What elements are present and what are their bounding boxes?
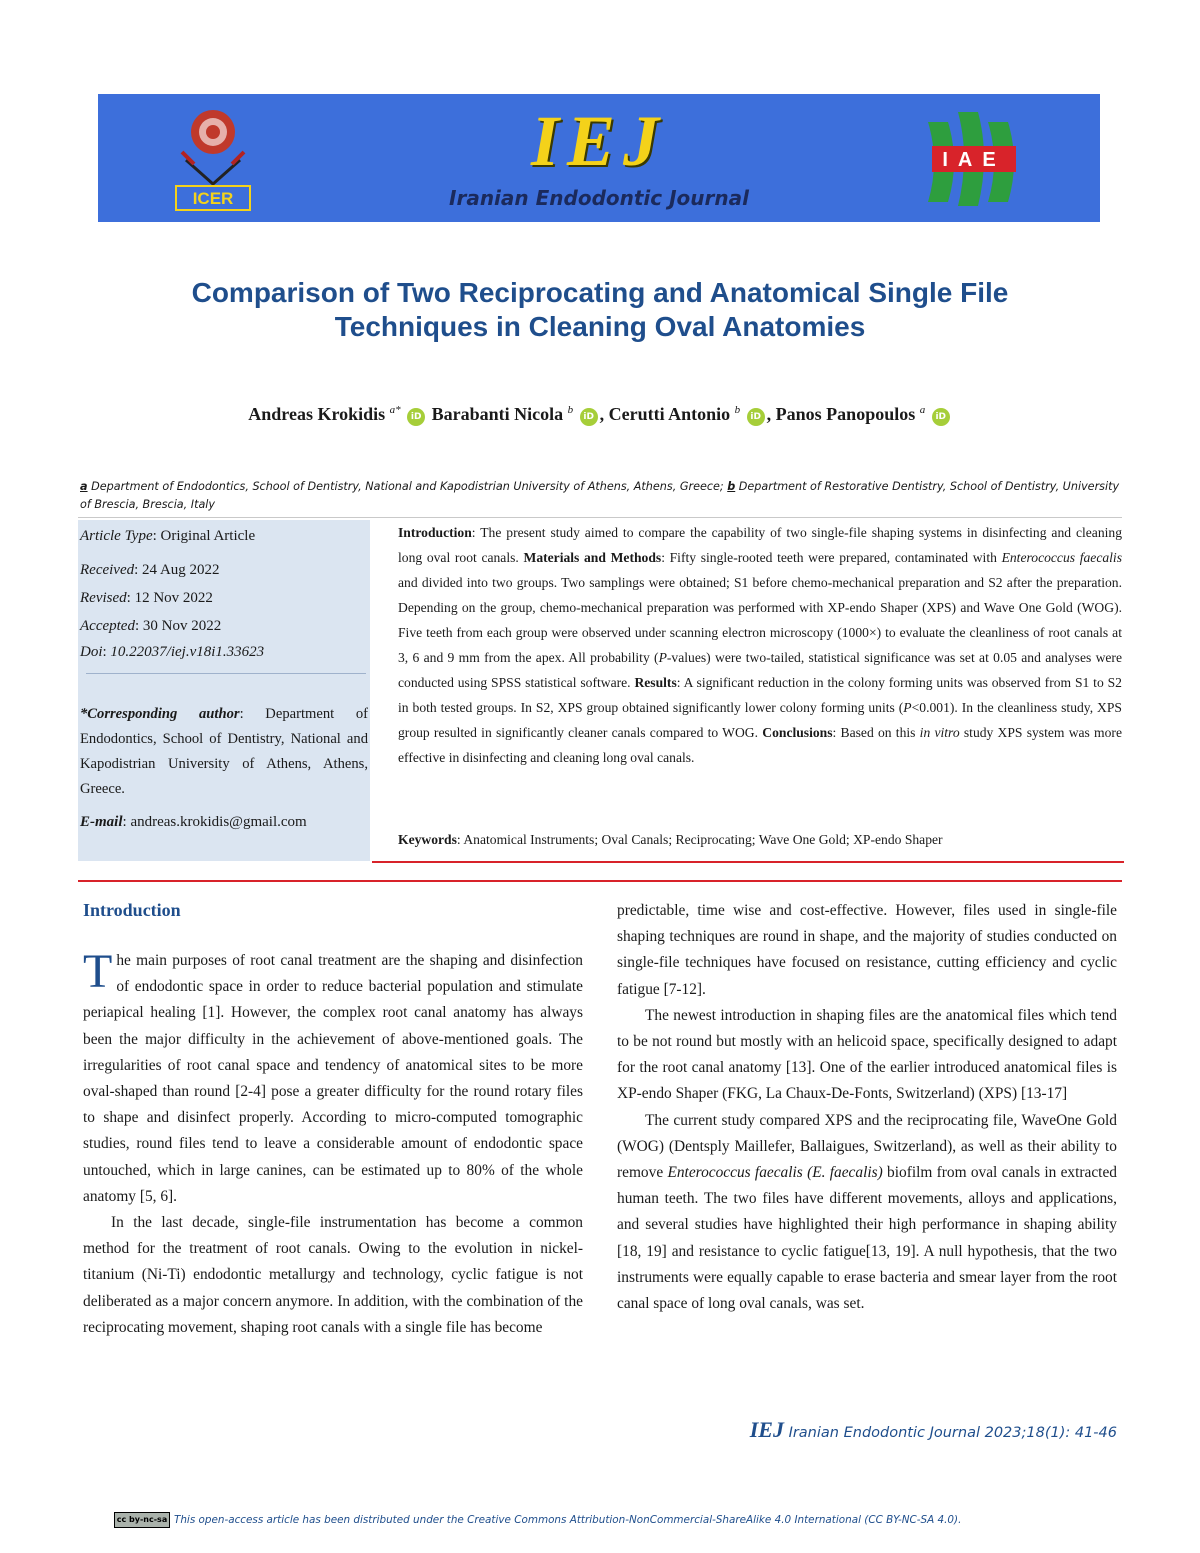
- author-name: Panos Panopoulos: [775, 404, 916, 424]
- affiliation-label-b: b: [727, 480, 736, 493]
- author-name: Barabanti Nicola: [431, 404, 564, 424]
- abstract-divider: [372, 861, 1124, 863]
- body-column-right: [617, 898, 1117, 1317]
- affiliations: [80, 478, 1120, 514]
- paragraph: In the last decade, single-file instrumentation has become a common method for the treatment of root canals. Owing to the evolution in nickel-titanium (Ni-Ti) endodontic metallurgy and technology, cyclic fatigue is not deliberated as a major concern anymore. In addition, with the combination of the reciprocating movement, shaping root canals with a single file has become: [83, 1214, 583, 1336]
- accepted-date: Accepted: 30 Nov 2022: [80, 618, 222, 634]
- author-separator: ,: [766, 404, 772, 424]
- sidebar-divider: [86, 673, 366, 674]
- footer-journal-abbr: IEJ: [749, 1417, 784, 1442]
- license-text: This open-access article has been distributed under the Creative Commons Attribution-NonCommercial-ShareAlike 4.0 International (CC BY-NC-SA 4.0).: [174, 1514, 962, 1526]
- svg-text:ICER: ICER: [192, 189, 234, 208]
- dropcap: T: [83, 945, 113, 998]
- iae-logo: [918, 102, 1028, 214]
- author-sup: a*: [389, 404, 401, 416]
- abstract-intro-label: Introduction: [398, 525, 472, 540]
- article-type: Article Type: Original Article: [80, 528, 256, 544]
- received-date: Received: 24 Aug 2022: [80, 562, 220, 578]
- corresponding-author: *Corresponding author: Department of Endodontics, School of Dentistry, National and Kapodistrian University of Athens, Athens, Greece.: [80, 706, 369, 797]
- affiliation-a: Department of Endodontics, School of Dentistry, National and Kapodistrian University of Athens, Athens, Greece;: [91, 480, 724, 493]
- author-name: Cerutti Antonio: [608, 404, 731, 424]
- journal-banner: [98, 94, 1100, 222]
- orcid-icon[interactable]: iD: [407, 408, 425, 426]
- abstract: Introduction: The present study aimed to compare the capability of two single-file shaping systems in disinfecting and cleaning long oval root canals. Materials and Methods: Fifty single-rooted teeth were prepared, contaminated with Enterococcus faecalis and divided into two groups. Two samplings were obtained; S1 before chemo-mechanical preparation and S2 after the preparation. Depending on the group, chemo-mechanical preparation was performed with XP-endo Shaper (XPS) and Wave One Gold (WOG). Five teeth from each group were observed under scanning electron microscopy (1000×) to evaluate the cleanliness of root canals at 3, 6 and 9 mm from the apex. All probability (P-values) were two-tailed, statistical significance was set at 0.05 and analyses were conducted using SPSS statistical software. Results: A significant reduction in the colony forming units was observed from S1 to S2 in both tested groups. In S2, XPS group obtained significantly lower colony forming units (P<0.001). In the cleanliness study, XPS group resulted in significantly cleaner canals compared to WOG. Conclusions: Based on this in vitro study XPS system was more effective in disinfecting and cleaning long oval canals.: [398, 525, 1122, 765]
- body-column-left: [83, 945, 583, 1341]
- journal-name: Iranian Endodontic Journal: [449, 186, 749, 210]
- doi[interactable]: Doi: 10.22037/iej.v18i1.33623: [80, 644, 265, 660]
- paragraph: predictable, time wise and cost-effective. However, files used in single-file shaping techniques are round in shape, and the majority of studies conducted on single-file techniques have focused on resistance, cutting efficiency and cyclic fatigue [7-12].: [617, 902, 1117, 998]
- section-divider: [78, 880, 1122, 882]
- paragraph: The current study compared XPS and the reciprocating file, WaveOne Gold (WOG) (Dentsply Maillefer, Ballaigues, Switzerland), as well as their ability to remove Enterococcus faecalis (E. faecalis) biofilm from oval canals in extracted human teeth. The two files have different movements, alloys and applications, and several studies have highlighted their high performance in shaping ability [18, 19] and resistance to cyclic fatigue[13, 19]. A null hypothesis, that the two instruments were equally capable to erase bacteria and smear layer from the root canal space of long oval canals, was set.: [617, 1111, 1117, 1313]
- article-info-sidebar: [78, 520, 370, 861]
- footer-citation: IEJ Iranian Endodontic Journal 2023;18(1): 41-46: [749, 1417, 1117, 1442]
- divider: [78, 517, 1122, 518]
- affiliation-label-a: a: [80, 480, 88, 493]
- journal-abbr: IEJ: [530, 101, 668, 181]
- author-sup: a: [919, 404, 926, 416]
- keywords: Keywords: Anatomical Instruments; Oval Canals; Reciprocating; Wave One Gold; XP-endo Shaper: [398, 832, 943, 847]
- author-sup: b: [567, 404, 574, 416]
- revised-date: Revised: 12 Nov 2022: [80, 590, 213, 606]
- orcid-icon[interactable]: iD: [932, 408, 950, 426]
- svg-text:IAE: IAE: [942, 149, 1006, 171]
- affiliation-b: Department of Restorative Dentistry, School of Dentistry, University of Brescia, Brescia, Italy: [80, 480, 1120, 511]
- author-list: [100, 404, 1100, 426]
- abstract-results-label: Results: [634, 675, 677, 690]
- orcid-icon[interactable]: iD: [747, 408, 765, 426]
- title-line-2: Techniques in Cleaning Oval Anatomies: [334, 311, 866, 342]
- cc-license-icon[interactable]: cc by-nc-sa: [114, 1512, 170, 1528]
- author-separator: ,: [599, 404, 605, 424]
- abstract-conclusions-label: Conclusions: [762, 725, 833, 740]
- email[interactable]: E-mail: andreas.krokidis@gmail.com: [80, 814, 307, 830]
- orcid-icon[interactable]: iD: [580, 408, 598, 426]
- paragraph: The main purposes of root canal treatment are the shaping and disinfection of endodontic space in order to reduce bacterial population and stimulate periapical healing [1]. However, the complex root canal anatomy has always been the major difficulty in the achievement of above-mentioned goals. The irregularities of root canal space and tendency of anatomical sites to be more oval-shaped than round [2-4] pose a greater difficulty for the round rotary files to shape and disinfect properly. According to micro-computed tomographic studies, round files tend to leave a considerable amount of endodontic space untouched, which in large canines, can be estimated up to 80% of the whole anatomy [5, 6].: [83, 945, 583, 1205]
- author-sup: b: [734, 404, 741, 416]
- section-heading: Introduction: [83, 900, 181, 920]
- abstract-methods-label: Materials and Methods: [523, 550, 662, 565]
- author-name: Andreas Krokidis: [248, 404, 386, 424]
- article-title: [100, 276, 1100, 344]
- paragraph: The newest introduction in shaping files are the anatomical files which tend to be not round but mostly with an helicoid space, specifically designed to adapt for the root canal anatomy [13]. One of the earlier introduced anatomical files is XP-endo Shaper (FKG, La Chaux-De-Fonts, Switzerland) (XPS) [13-17]: [617, 1006, 1117, 1103]
- title-line-1: Comparison of Two Reciprocating and Anatomical Single File: [191, 277, 1009, 308]
